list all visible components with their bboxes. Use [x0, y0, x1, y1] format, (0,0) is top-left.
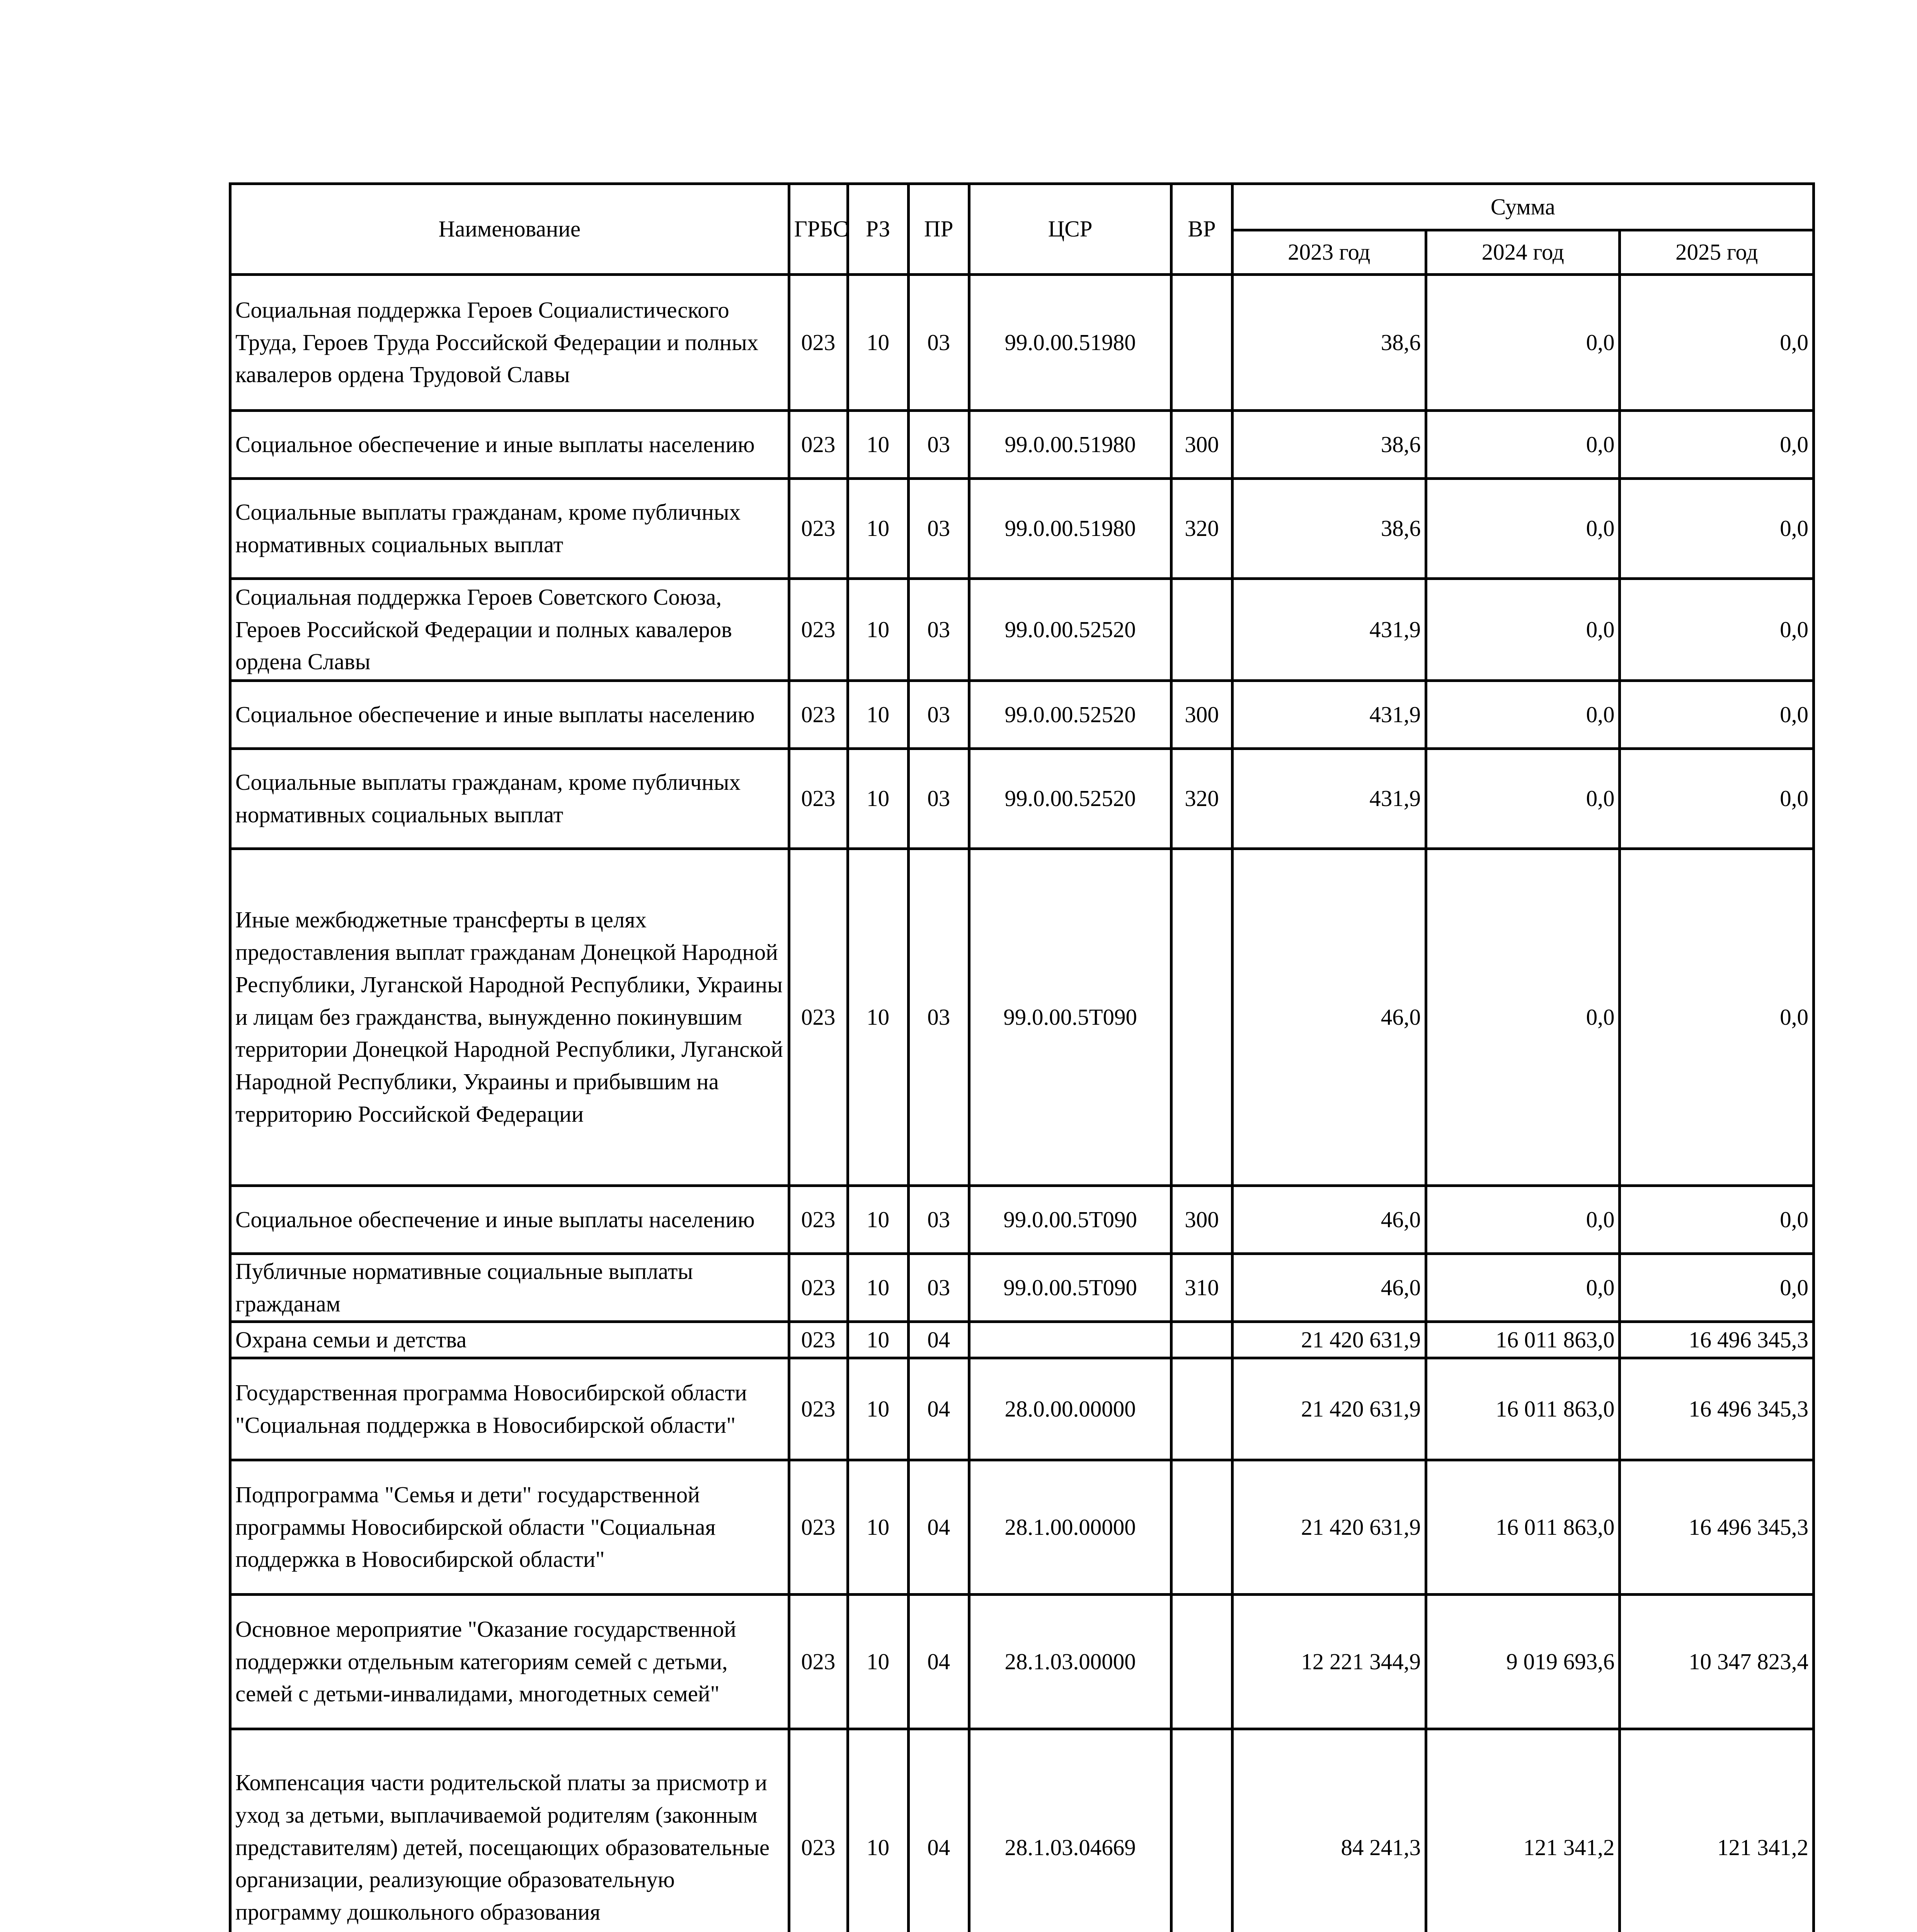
- cell-amount-2023: 431,9: [1232, 579, 1426, 681]
- cell-grbs: 023: [789, 579, 848, 681]
- cell-name: Социальные выплаты гражданам, кроме публичных нормативных социальных выплат: [230, 479, 789, 579]
- cell-pr: 03: [908, 411, 969, 479]
- cell-amount-2023: 38,6: [1232, 275, 1426, 411]
- cell-amount-2024: 0,0: [1426, 749, 1619, 849]
- cell-pr: 04: [908, 1460, 969, 1595]
- cell-rz: 10: [848, 1322, 908, 1358]
- cell-amount-2025: 0,0: [1620, 1186, 1814, 1254]
- cell-amount-2023: 46,0: [1232, 1186, 1426, 1254]
- cell-vr: [1171, 1358, 1232, 1460]
- cell-grbs: 023: [789, 479, 848, 579]
- cell-name: Компенсация части родительской платы за присмотр и уход за детьми, выплачиваемой родителям (законным представителям) детей, посещающих образовательные организации, реализующие образовательную программу дошкольного образования: [230, 1729, 789, 1932]
- cell-vr: [1171, 1729, 1232, 1932]
- cell-amount-2025: 0,0: [1620, 681, 1814, 749]
- cell-name: Основное мероприятие "Оказание государственной поддержки отдельным категориям семей с детьми, семей с детьми-инвалидами, многодетных семей": [230, 1595, 789, 1729]
- cell-rz: 10: [848, 749, 908, 849]
- cell-csr: 99.0.00.52520: [969, 579, 1171, 681]
- cell-name: Иные межбюджетные трансферты в целях предоставления выплат гражданам Донецкой Народной Республики, Луганской Народной Республики, Украины и лицам без гражданства, вынужденно покинувшим территории Донецкой Народной Республики, Луганской Народной Республики, Украины и прибывшим на территорию Российской Федерации: [230, 849, 789, 1186]
- cell-amount-2023: 12 221 344,9: [1232, 1595, 1426, 1729]
- cell-amount-2025: 0,0: [1620, 1254, 1814, 1322]
- cell-grbs: 023: [789, 681, 848, 749]
- cell-pr: 04: [908, 1729, 969, 1932]
- cell-grbs: 023: [789, 1358, 848, 1460]
- cell-pr: 03: [908, 849, 969, 1186]
- cell-rz: 10: [848, 275, 908, 411]
- table-row: [230, 1186, 1814, 1254]
- cell-amount-2024: 0,0: [1426, 1254, 1619, 1322]
- cell-amount-2024: 0,0: [1426, 479, 1619, 579]
- header-2025: 2025 год: [1620, 230, 1814, 275]
- header-sum: Сумма: [1232, 184, 1814, 230]
- header-vr: ВР: [1171, 184, 1232, 275]
- header-grbs: ГРБС: [789, 184, 848, 275]
- cell-name: Социальное обеспечение и иные выплаты населению: [230, 1186, 789, 1254]
- cell-amount-2023: 21 420 631,9: [1232, 1460, 1426, 1595]
- header-row-top: [230, 184, 1814, 230]
- cell-rz: 10: [848, 479, 908, 579]
- table-row: [230, 1322, 1814, 1358]
- cell-vr: [1171, 1595, 1232, 1729]
- cell-csr: 99.0.00.52520: [969, 681, 1171, 749]
- cell-grbs: 023: [789, 1186, 848, 1254]
- cell-amount-2025: 0,0: [1620, 275, 1814, 411]
- table-row: [230, 275, 1814, 411]
- cell-grbs: 023: [789, 1729, 848, 1932]
- cell-amount-2023: 21 420 631,9: [1232, 1322, 1426, 1358]
- table-row: [230, 411, 1814, 479]
- cell-amount-2023: 46,0: [1232, 849, 1426, 1186]
- cell-rz: 10: [848, 579, 908, 681]
- header-rz: РЗ: [848, 184, 908, 275]
- cell-amount-2024: 16 011 863,0: [1426, 1460, 1619, 1595]
- cell-rz: 10: [848, 1729, 908, 1932]
- cell-amount-2025: 16 496 345,3: [1620, 1358, 1814, 1460]
- cell-csr: 99.0.00.5Т090: [969, 1186, 1171, 1254]
- cell-vr: 320: [1171, 479, 1232, 579]
- cell-amount-2024: 9 019 693,6: [1426, 1595, 1619, 1729]
- cell-name: Публичные нормативные социальные выплаты гражданам: [230, 1254, 789, 1322]
- cell-amount-2023: 431,9: [1232, 681, 1426, 749]
- cell-amount-2023: 84 241,3: [1232, 1729, 1426, 1932]
- cell-name: Охрана семьи и детства: [230, 1322, 789, 1358]
- cell-vr: 300: [1171, 681, 1232, 749]
- table-row: [230, 579, 1814, 681]
- table-row: [230, 1358, 1814, 1460]
- cell-amount-2025: 16 496 345,3: [1620, 1322, 1814, 1358]
- cell-amount-2023: 38,6: [1232, 411, 1426, 479]
- cell-name: Социальные выплаты гражданам, кроме публичных нормативных социальных выплат: [230, 749, 789, 849]
- cell-pr: 03: [908, 1254, 969, 1322]
- cell-vr: 320: [1171, 749, 1232, 849]
- cell-amount-2024: 0,0: [1426, 849, 1619, 1186]
- cell-rz: 10: [848, 1254, 908, 1322]
- cell-csr: 99.0.00.51980: [969, 411, 1171, 479]
- table-row: [230, 849, 1814, 1186]
- cell-amount-2024: 121 341,2: [1426, 1729, 1619, 1932]
- cell-name: Государственная программа Новосибирской области "Социальная поддержка в Новосибирской области": [230, 1358, 789, 1460]
- cell-amount-2025: 0,0: [1620, 849, 1814, 1186]
- cell-grbs: 023: [789, 275, 848, 411]
- cell-name: Социальное обеспечение и иные выплаты населению: [230, 411, 789, 479]
- cell-rz: 10: [848, 411, 908, 479]
- cell-rz: 10: [848, 1595, 908, 1729]
- cell-vr: [1171, 579, 1232, 681]
- cell-amount-2024: 0,0: [1426, 579, 1619, 681]
- budget-table: [229, 182, 1815, 1932]
- cell-amount-2023: 46,0: [1232, 1254, 1426, 1322]
- cell-vr: [1171, 1322, 1232, 1358]
- table-row: [230, 1595, 1814, 1729]
- cell-amount-2025: 10 347 823,4: [1620, 1595, 1814, 1729]
- table-header: [230, 184, 1814, 275]
- cell-amount-2025: 0,0: [1620, 579, 1814, 681]
- cell-csr: 28.1.03.00000: [969, 1595, 1171, 1729]
- cell-rz: 10: [848, 1460, 908, 1595]
- cell-amount-2025: 0,0: [1620, 411, 1814, 479]
- cell-amount-2024: 16 011 863,0: [1426, 1322, 1619, 1358]
- cell-amount-2025: 0,0: [1620, 479, 1814, 579]
- header-pr: ПР: [908, 184, 969, 275]
- cell-grbs: 023: [789, 1460, 848, 1595]
- cell-grbs: 023: [789, 1322, 848, 1358]
- cell-csr: 28.1.00.00000: [969, 1460, 1171, 1595]
- cell-pr: 03: [908, 1186, 969, 1254]
- cell-csr: 99.0.00.5Т090: [969, 1254, 1171, 1322]
- cell-amount-2023: 38,6: [1232, 479, 1426, 579]
- cell-amount-2023: 21 420 631,9: [1232, 1358, 1426, 1460]
- cell-pr: 03: [908, 275, 969, 411]
- cell-pr: 03: [908, 749, 969, 849]
- cell-csr: 99.0.00.51980: [969, 479, 1171, 579]
- cell-vr: 300: [1171, 411, 1232, 479]
- cell-name: Подпрограмма "Семья и дети" государственной программы Новосибирской области "Социальная поддержка в Новосибирской области": [230, 1460, 789, 1595]
- cell-csr: 28.1.03.04669: [969, 1729, 1171, 1932]
- cell-amount-2024: 16 011 863,0: [1426, 1358, 1619, 1460]
- table-row: [230, 1729, 1814, 1932]
- cell-grbs: 023: [789, 749, 848, 849]
- cell-amount-2025: 16 496 345,3: [1620, 1460, 1814, 1595]
- header-2023: 2023 год: [1232, 230, 1426, 275]
- table-row: [230, 1460, 1814, 1595]
- cell-csr: 99.0.00.51980: [969, 275, 1171, 411]
- table-row: [230, 1254, 1814, 1322]
- cell-pr: 03: [908, 479, 969, 579]
- cell-amount-2024: 0,0: [1426, 681, 1619, 749]
- cell-rz: 10: [848, 681, 908, 749]
- cell-vr: [1171, 1460, 1232, 1595]
- cell-csr: 99.0.00.52520: [969, 749, 1171, 849]
- cell-pr: 03: [908, 681, 969, 749]
- cell-vr: 310: [1171, 1254, 1232, 1322]
- cell-grbs: 023: [789, 1254, 848, 1322]
- cell-grbs: 023: [789, 1595, 848, 1729]
- cell-vr: [1171, 275, 1232, 411]
- table-row: [230, 479, 1814, 579]
- cell-amount-2024: 0,0: [1426, 275, 1619, 411]
- cell-amount-2023: 431,9: [1232, 749, 1426, 849]
- cell-csr: [969, 1322, 1171, 1358]
- cell-grbs: 023: [789, 411, 848, 479]
- cell-csr: 28.0.00.00000: [969, 1358, 1171, 1460]
- cell-rz: 10: [848, 849, 908, 1186]
- cell-vr: 300: [1171, 1186, 1232, 1254]
- table-body: [230, 275, 1814, 1932]
- cell-name: Социальная поддержка Героев Социалистического Труда, Героев Труда Российской Федерации и полных кавалеров ордена Трудовой Славы: [230, 275, 789, 411]
- table-row: [230, 681, 1814, 749]
- cell-name: Социальная поддержка Героев Советского Союза, Героев Российской Федерации и полных кавалеров ордена Славы: [230, 579, 789, 681]
- cell-pr: 04: [908, 1595, 969, 1729]
- cell-pr: 04: [908, 1358, 969, 1460]
- cell-grbs: 023: [789, 849, 848, 1186]
- cell-amount-2025: 0,0: [1620, 749, 1814, 849]
- table-row: [230, 749, 1814, 849]
- header-2024: 2024 год: [1426, 230, 1619, 275]
- cell-vr: [1171, 849, 1232, 1186]
- cell-pr: 03: [908, 579, 969, 681]
- cell-pr: 04: [908, 1322, 969, 1358]
- header-csr: ЦСР: [969, 184, 1171, 275]
- cell-amount-2025: 121 341,2: [1620, 1729, 1814, 1932]
- header-name: Наименование: [230, 184, 789, 275]
- cell-amount-2024: 0,0: [1426, 411, 1619, 479]
- cell-rz: 10: [848, 1186, 908, 1254]
- cell-name: Социальное обеспечение и иные выплаты населению: [230, 681, 789, 749]
- cell-csr: 99.0.00.5Т090: [969, 849, 1171, 1186]
- cell-rz: 10: [848, 1358, 908, 1460]
- cell-amount-2024: 0,0: [1426, 1186, 1619, 1254]
